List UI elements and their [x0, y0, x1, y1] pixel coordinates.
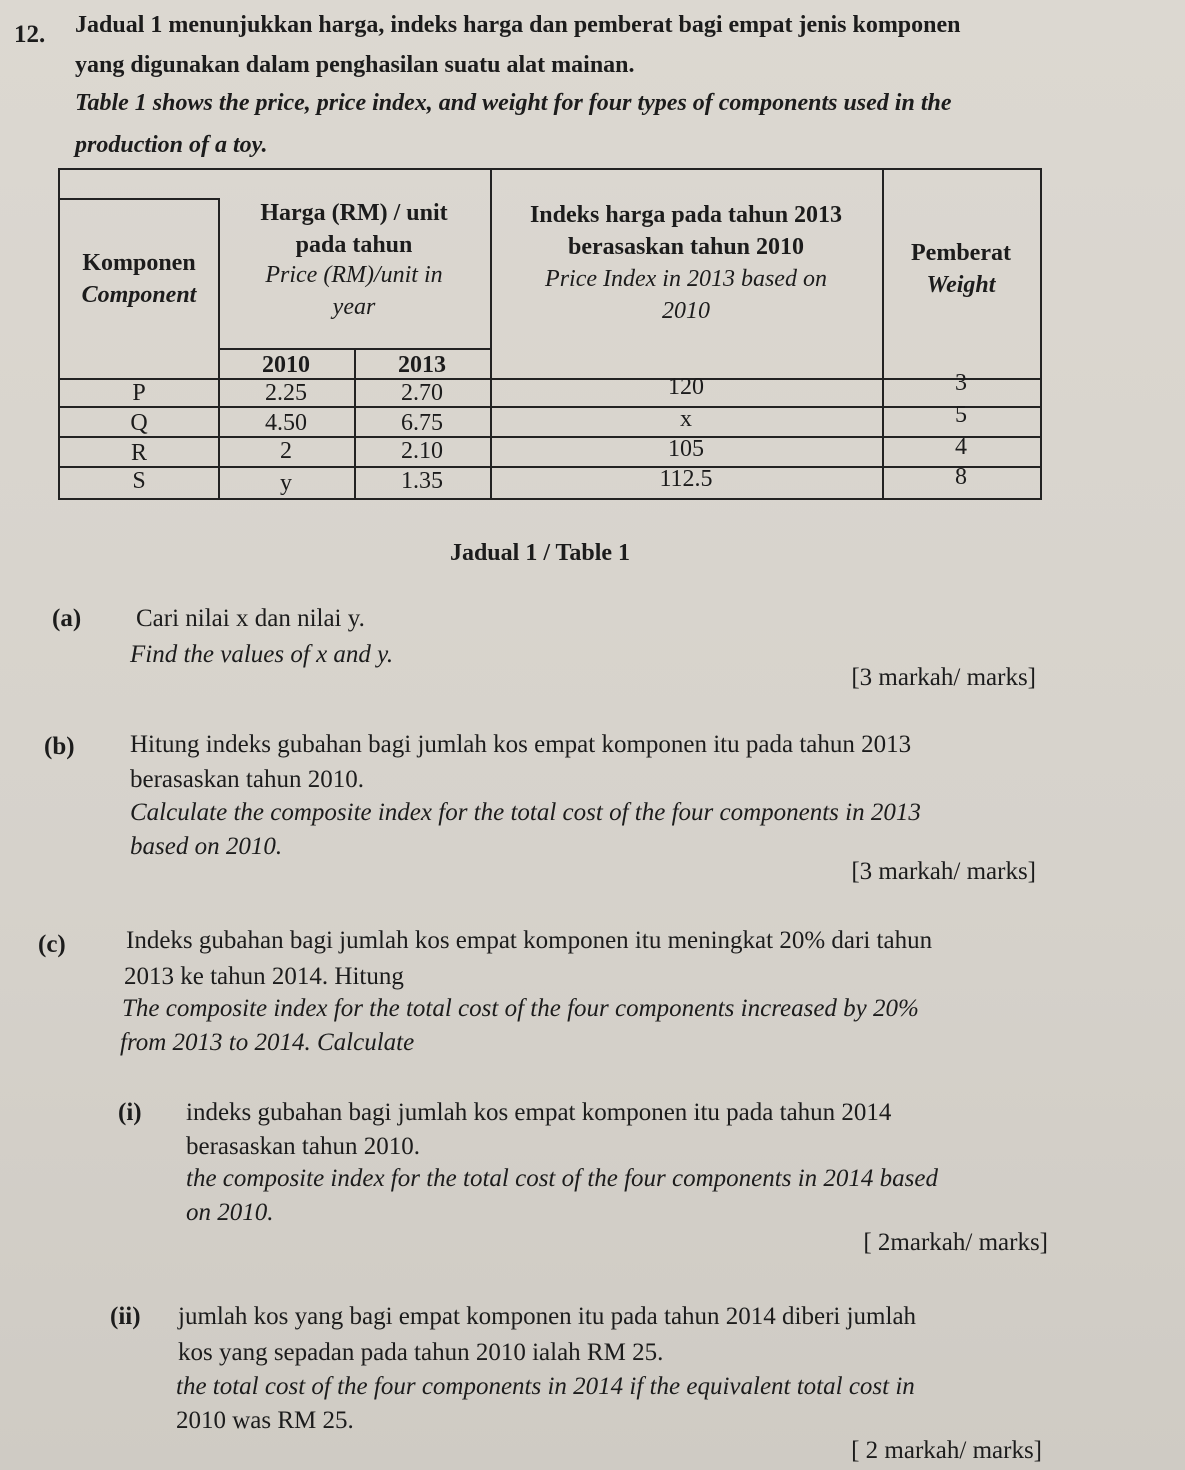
- header-index-english-1: Price Index in 2013 based on: [545, 266, 827, 292]
- intro-malay-line2: yang digunakan dalam penghasilan suatu alat mainan.: [75, 52, 635, 78]
- header-price-malay-2: pada tahun: [295, 232, 413, 258]
- part-b-english-1: Calculate the composite index for the total cost of the four components in 2013: [130, 799, 921, 826]
- row-p-price-2013: 2.70: [401, 380, 443, 406]
- part-a-english: Find the values of x and y.: [130, 641, 394, 668]
- header-weight-malay: Pemberat: [911, 240, 1011, 266]
- part-a-label: (a): [52, 605, 82, 632]
- header-year-2010: 2010: [262, 352, 310, 378]
- header-component-malay: Komponen: [82, 250, 196, 276]
- row-s-price-2010: y: [280, 470, 292, 496]
- row-p-index: 120: [668, 374, 704, 400]
- part-c-i-english-2: on 2010.: [186, 1199, 274, 1226]
- row-s-component: S: [132, 468, 146, 494]
- row-r-index: 105: [668, 436, 704, 462]
- row-q-price-2010: 4.50: [265, 410, 307, 436]
- part-b-malay-1: Hitung indeks gubahan bagi jumlah kos empat komponen itu pada tahun 2013: [130, 731, 912, 758]
- part-c-ii-marks: [ 2 markah/ marks]: [851, 1437, 1042, 1464]
- part-c-malay-1: Indeks gubahan bagi jumlah kos empat komponen itu meningkat 20% dari tahun: [126, 927, 933, 954]
- row-p-price-2010: 2.25: [265, 380, 307, 406]
- part-b-label: (b): [44, 733, 75, 760]
- row-s-price-2013: 1.35: [401, 468, 443, 494]
- part-a-malay: Cari nilai x dan nilai y.: [136, 605, 365, 632]
- header-price-malay-1: Harga (RM) / unit: [260, 200, 448, 226]
- intro-malay-line1: Jadual 1 menunjukkan harga, indeks harga dan pemberat bagi empat jenis komponen: [75, 12, 961, 38]
- header-index-malay-1: Indeks harga pada tahun 2013: [529, 202, 843, 228]
- row-r-price-2013: 2.10: [401, 438, 443, 464]
- part-c-ii-label: (ii): [110, 1303, 141, 1330]
- part-c-i-marks: [ 2markah/ marks]: [863, 1229, 1048, 1256]
- part-b-english-2: based on 2010.: [130, 833, 283, 860]
- intro-english-line1: Table 1 shows the price, price index, and weight for four types of components used in the: [75, 90, 952, 116]
- row-r-component: R: [130, 440, 147, 466]
- row-s-weight: 8: [955, 464, 967, 490]
- data-table: [58, 168, 1042, 500]
- row-p-weight: 3: [955, 370, 967, 396]
- header-weight-english: Weight: [926, 272, 996, 298]
- part-c-ii-malay-1: jumlah kos yang bagi empat komponen itu pada tahun 2014 diberi jumlah: [178, 1303, 917, 1330]
- row-q-price-2013: 6.75: [401, 410, 443, 436]
- row-r-price-2010: 2: [280, 438, 292, 464]
- header-index-malay-2: berasaskan tahun 2010: [567, 234, 805, 260]
- header-year-2013: 2013: [398, 352, 446, 378]
- part-c-english-2: from 2013 to 2014. Calculate: [120, 1029, 415, 1056]
- row-p-component: P: [132, 380, 146, 406]
- table-caption: [0, 538, 1080, 568]
- table-caption-text: Jadual 1 / Table 1: [449, 540, 631, 566]
- part-c-malay-2: 2013 ke tahun 2014. Hitung: [124, 963, 404, 990]
- row-q-component: Q: [130, 410, 148, 436]
- part-b-marks: [3 markah/ marks]: [851, 858, 1036, 885]
- part-b-malay-2: berasaskan tahun 2010.: [130, 766, 364, 793]
- row-q-weight: 5: [955, 402, 967, 428]
- part-c-i-malay-2: berasaskan tahun 2010.: [186, 1133, 420, 1160]
- row-r-weight: 4: [955, 434, 967, 460]
- part-c-i-label: (i): [118, 1099, 142, 1126]
- part-c-ii-malay-2: kos yang sepadan pada tahun 2010 ialah RM 25.: [178, 1339, 664, 1366]
- part-c-english-1: The composite index for the total cost of the four components increased by 20%: [122, 995, 919, 1022]
- part-c-i-malay-1: indeks gubahan bagi jumlah kos empat komponen itu pada tahun 2014: [186, 1099, 892, 1126]
- part-c-ii-english-1: the total cost of the four components in 2014 if the equivalent total cost in: [176, 1373, 915, 1400]
- part-c-label: (c): [38, 931, 66, 958]
- header-component-english: Component: [81, 282, 197, 308]
- header-index-english-2: 2010: [662, 298, 710, 324]
- part-c-ii-english-2: 2010 was RM 25.: [176, 1407, 354, 1434]
- row-s-index: 112.5: [659, 466, 713, 492]
- header-price-english-1: Price (RM)/unit in: [265, 262, 443, 288]
- part-c-i-english-1: the composite index for the total cost of the four components in 2014 based: [186, 1165, 938, 1192]
- intro-english-line2: production of a toy.: [75, 132, 268, 158]
- header-price-english-2: year: [332, 294, 376, 320]
- row-q-index: x: [680, 406, 692, 432]
- part-a-marks: [3 markah/ marks]: [851, 664, 1036, 691]
- question-number: 12.: [14, 21, 46, 48]
